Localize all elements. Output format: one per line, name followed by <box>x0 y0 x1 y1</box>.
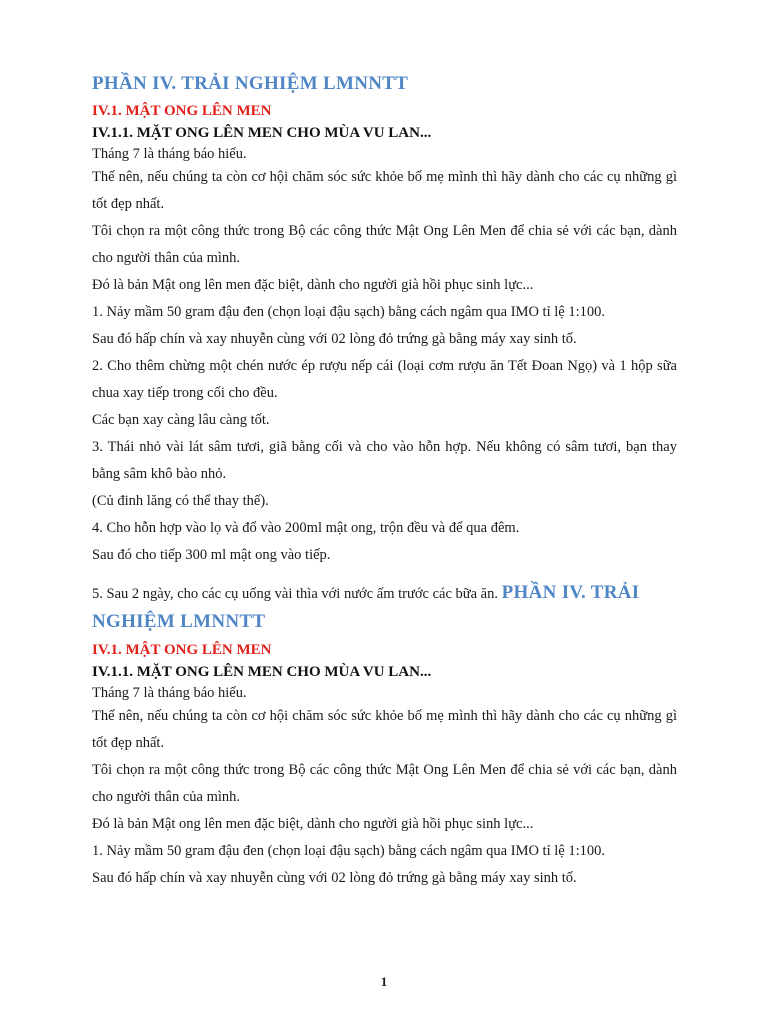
subsubsection-heading: IV.1.1. MẶT ONG LÊN MEN CHO MÙA VU LAN... <box>92 125 432 141</box>
paragraph: Tôi chọn ra một công thức trong Bộ các công thức Mật Ong Lên Men để chia sẻ với các bạn, dành cho người thân của mình. <box>92 762 677 805</box>
paragraph: 2. Cho thêm chừng một chén nước ép rượu nếp cái (loại cơm rượu ăn Tết Đoan Ngọ) và 1 hộp sữa chua xay tiếp trong cối cho đều. <box>92 358 677 401</box>
page-number: 1 <box>380 974 388 989</box>
paragraph: 1. Nảy mầm 50 gram đậu đen (chọn loại đậu sạch) bằng cách ngâm qua IMO tỉ lệ 1:100. <box>92 843 605 859</box>
paragraph: Thế nên, nếu chúng ta còn cơ hội chăm sóc sức khỏe bố mẹ mình thì hãy dành cho các cụ những gì tốt đẹp nhất. <box>92 708 677 751</box>
paragraph: (Củ đinh lăng có thể thay thế). <box>92 493 269 509</box>
paragraph: 3. Thái nhỏ vài lát sâm tươi, giã bằng cối và cho vào hỗn hợp. Nếu không có sâm tươi, bạn thay bằng sâm khô bào nhỏ. <box>92 439 677 482</box>
subsection-heading-repeat: IV.1. MẬT ONG LÊN MEN <box>92 642 272 658</box>
paragraph: Sau đó hấp chín và xay nhuyễn cùng với 02 lòng đỏ trứng gà bằng máy xay sinh tố. <box>92 331 577 347</box>
paragraph: Đó là bản Mật ong lên men đặc biệt, dành cho người già hồi phục sinh lực... <box>92 816 534 832</box>
paragraph: Sau đó cho tiếp 300 ml mật ong vào tiếp. <box>92 547 331 563</box>
paragraph: Tháng 7 là tháng báo hiếu. <box>92 146 247 162</box>
paragraph: 4. Cho hỗn hợp vào lọ và đổ vào 200ml mật ong, trộn đều và để qua đêm. <box>92 520 520 536</box>
paragraph: Tháng 7 là tháng báo hiếu. <box>92 685 247 701</box>
document-page <box>92 70 677 892</box>
paragraph: Sau đó hấp chín và xay nhuyễn cùng với 02 lòng đỏ trứng gà bằng máy xay sinh tố. <box>92 870 577 886</box>
subsection-heading: IV.1. MẬT ONG LÊN MEN <box>92 103 272 119</box>
section-heading: PHẦN IV. TRẢI NGHIỆM LMNNTT <box>92 73 409 94</box>
step5-with-heading <box>92 579 677 637</box>
paragraph: Thế nên, nếu chúng ta còn cơ hội chăm sóc sức khỏe bố mẹ mình thì hãy dành cho các cụ những gì tốt đẹp nhất. <box>92 169 677 212</box>
paragraph: 1. Nảy mầm 50 gram đậu đen (chọn loại đậu sạch) bằng cách ngâm qua IMO tỉ lệ 1:100. <box>92 304 605 320</box>
paragraph: Tôi chọn ra một công thức trong Bộ các công thức Mật Ong Lên Men để chia sẻ với các bạn, dành cho người thân của mình. <box>92 223 677 266</box>
section-heading-repeat: PHẦN IV. TRẢI NGHIỆM LMNNTT <box>92 582 640 632</box>
subsubsection-heading-repeat: IV.1.1. MẶT ONG LÊN MEN CHO MÙA VU LAN... <box>92 664 432 680</box>
paragraph: Các bạn xay càng lâu càng tốt. <box>92 412 270 428</box>
step5-text: 5. Sau 2 ngày, cho các cụ uống vài thìa với nước ấm trước các bữa ăn. <box>92 586 498 602</box>
paragraph: Đó là bản Mật ong lên men đặc biệt, dành cho người già hồi phục sinh lực... <box>92 277 534 293</box>
